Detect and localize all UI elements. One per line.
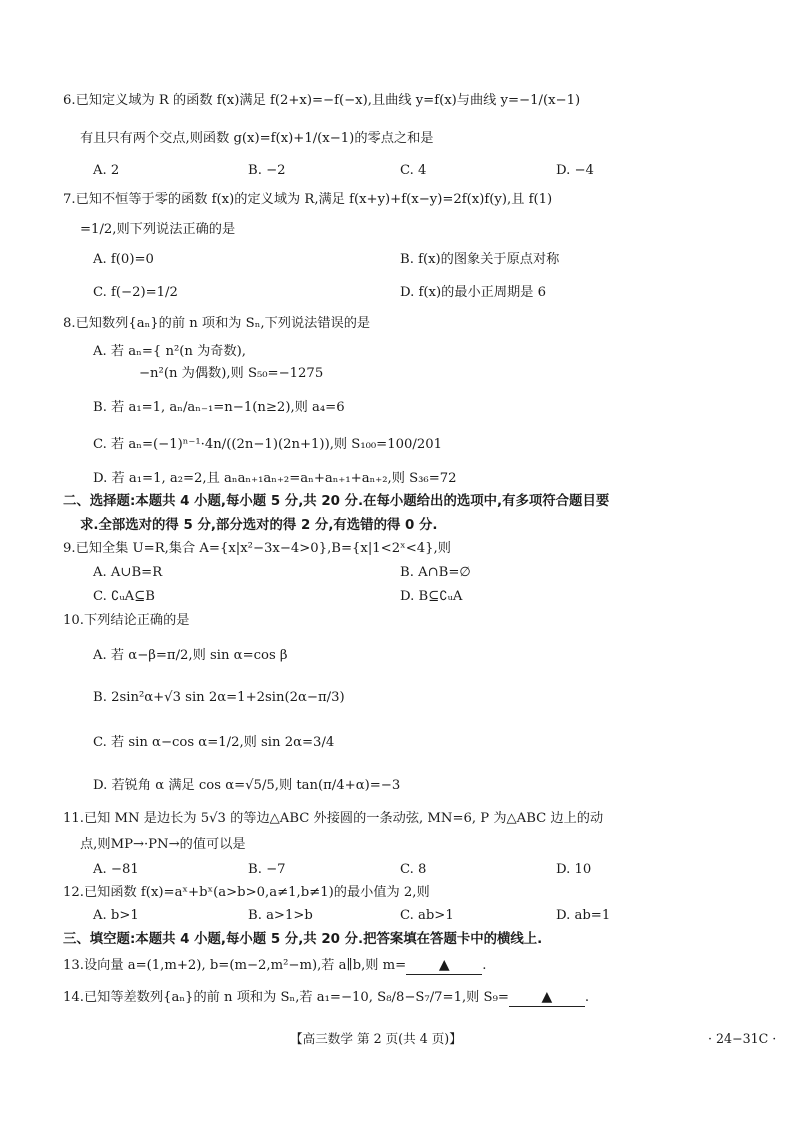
q9-option-c: C. ∁ᵤA⊆B	[93, 589, 155, 604]
q12-option-c: C. ab>1	[400, 908, 454, 923]
q14-answer-blank[interactable]	[509, 990, 585, 1007]
q9-option-a: A. A∪B=R	[93, 565, 163, 580]
q8-option-b: B. 若 a₁=1, aₙ/aₙ₋₁=n−1(n≥2),则 a₄=6	[93, 400, 345, 415]
q7-option-a: A. f(0)=0	[93, 252, 154, 267]
q9-option-b: B. A∩B=∅	[400, 565, 471, 580]
q7-option-b: B. f(x)的图象关于原点对称	[400, 252, 560, 267]
q6-line1: 6.已知定义域为 R 的函数 f(x)满足 f(2+x)=−f(−x),且曲线 y=f(x)与曲线 y=−1/(x−1)	[63, 93, 581, 108]
q13-text: 13.设向量 a=(1,m+2), b=(m−2,m²−m),若 a∥b,则 m=	[63, 958, 407, 973]
q12-stem: 12.已知函数 f(x)=aˣ+bˣ(a>b>0,a≠1,b≠1)的最小值为 2,则	[63, 885, 430, 900]
q6-line2: 有且只有两个交点,则函数 g(x)=f(x)+1/(x−1)的零点之和是	[80, 131, 434, 146]
q10-option-c: C. 若 sin α−cos α=1/2,则 sin 2α=3/4	[93, 735, 335, 750]
q11-option-d: D. 10	[556, 862, 592, 877]
q12-option-a: A. b>1	[93, 908, 139, 923]
q13-answer-blank[interactable]	[406, 958, 482, 975]
q9-stem: 9.已知全集 U=R,集合 A={x|x²−3x−4>0},B={x|1<2ˣ<4},则	[63, 541, 451, 556]
section2-heading-line1: 二、选择题:本题共 4 小题,每小题 5 分,共 20 分.在每小题给出的选项中,有多项符合题目要	[63, 494, 610, 509]
q10-stem: 10.下列结论正确的是	[63, 613, 190, 628]
q11-option-b: B. −7	[248, 862, 286, 877]
q8-option-d: D. 若 a₁=1, a₂=2,且 aₙaₙ₊₁aₙ₊₂=aₙ+aₙ₊₁+aₙ₊₂,则 S₃₆=72	[93, 471, 457, 486]
q7-line2: =1/2,则下列说法正确的是	[80, 222, 236, 237]
q7-line1: 7.已知不恒等于零的函数 f(x)的定义域为 R,满足 f(x+y)+f(x−y)=2f(x)f(y),且 f(1)	[63, 192, 553, 207]
q11-option-a: A. −81	[93, 862, 139, 877]
q14-line	[63, 990, 589, 1007]
section3-heading: 三、填空题:本题共 4 小题,每小题 5 分,共 20 分.把答案填在答题卡中的横线上.	[63, 932, 543, 947]
q13-end: .	[482, 958, 487, 973]
q8-option-a-line2: −n²(n 为偶数),则 S₅₀=−1275	[139, 366, 324, 381]
q11-option-c: C. 8	[400, 862, 427, 877]
q6-option-a: A. 2	[93, 163, 120, 178]
q6-option-c: C. 4	[400, 163, 427, 178]
q7-option-d: D. f(x)的最小正周期是 6	[400, 285, 546, 300]
q8-option-a-line1: A. 若 aₙ={ n²(n 为奇数),	[93, 344, 246, 359]
q6-option-d: D. −4	[556, 163, 594, 178]
q11-line1: 11.已知 MN 是边长为 5√3 的等边△ABC 外接圆的一条动弦, MN=6, P 为△ABC 边上的动	[63, 811, 604, 826]
q8-option-c: C. 若 aₙ=(−1)ⁿ⁻¹·4n/((2n−1)(2n+1)),则 S₁₀₀=100/201	[93, 437, 443, 452]
page-footer: 【高三数学 第 2 页(共 4 页)】	[290, 1031, 462, 1046]
q7-option-c: C. f(−2)=1/2	[93, 285, 178, 300]
q11-line2: 点,则MP→·PN→的值可以是	[80, 837, 246, 852]
q6-option-b: B. −2	[248, 163, 286, 178]
paper-code: · 24−31C ·	[708, 1031, 777, 1046]
triangle-marker-icon: ▲	[541, 989, 553, 1005]
q14-end: .	[584, 990, 590, 1005]
q8-stem: 8.已知数列{aₙ}的前 n 项和为 Sₙ,下列说法错误的是	[63, 316, 371, 331]
q9-option-d: D. B⊆∁ᵤA	[400, 589, 463, 604]
q12-option-d: D. ab=1	[556, 908, 611, 923]
q12-option-b: B. a>1>b	[248, 908, 313, 923]
q13-line	[63, 958, 486, 975]
q10-option-a: A. 若 α−β=π/2,则 sin α=cos β	[93, 648, 288, 663]
triangle-marker-icon: ▲	[438, 957, 450, 973]
q10-option-b: B. 2sin²α+√3 sin 2α=1+2sin(2α−π/3)	[93, 690, 345, 705]
q14-text: 14.已知等差数列{aₙ}的前 n 项和为 Sₙ,若 a₁=−10, S₈/8−S₇/7=1,则 S₉=	[63, 990, 509, 1005]
section2-heading-line2: 求.全部选对的得 5 分,部分选对的得 2 分,有选错的得 0 分.	[80, 518, 438, 533]
q10-option-d: D. 若锐角 α 满足 cos α=√5/5,则 tan(π/4+α)=−3	[93, 778, 401, 793]
